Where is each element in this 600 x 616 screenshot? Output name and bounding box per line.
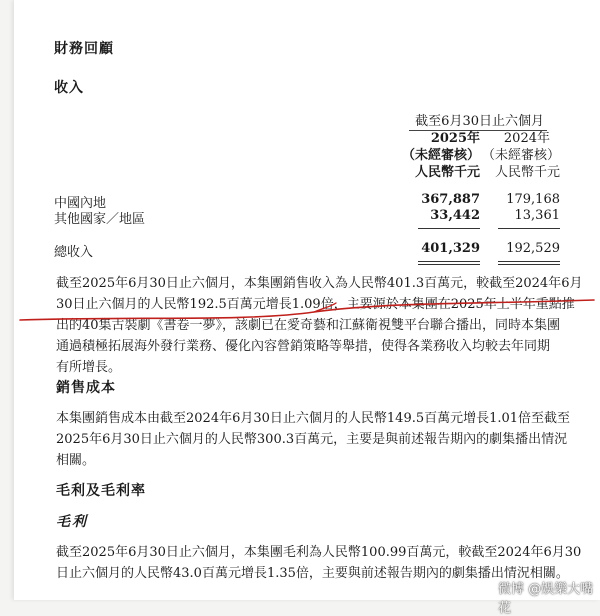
paragraph-line: 相關。: [56, 453, 96, 468]
revenue-heading: 收入: [54, 80, 84, 96]
col-2025-unit: 人民幣千元: [414, 165, 480, 180]
section-title: 財務回顧: [54, 41, 114, 57]
row-label-total: 總收入: [54, 245, 94, 260]
col-2024-unit: 人民幣千元: [494, 165, 560, 180]
paragraph-line: 2025年6月30日止六個月的人民幣300.3百萬元，主要是與前述報告期內的劇集播出情況: [56, 432, 568, 447]
red-underline-annotation: [14, 0, 600, 600]
col-2024-audit: （未經審核）: [481, 148, 560, 163]
gross-profit-subheading: 毛利: [56, 514, 88, 530]
paragraph-line: 截至2025年6月30日止六個月，本集團毛利為人民幣100.99百萬元，較截至2024年6月30: [56, 545, 582, 560]
col-2025-audit: （未經審核）: [401, 148, 480, 163]
row-other-2024: 13,361: [514, 208, 560, 223]
total-2024: 192,529: [506, 241, 560, 256]
cost-of-sales-paragraph: [56, 408, 571, 471]
paragraph-line: 通過積極拓展海外發行業務、優化內容營銷策略等舉措，使得各業務收入均較去年同期: [56, 339, 551, 354]
paragraph-line: 日止六個月的人民幣43.0百萬元增長1.35倍，主要與前述報告期內的劇集播出情況相關。: [56, 566, 569, 581]
weibo-watermark: 微博 @娛樂大嘴花: [498, 582, 594, 616]
paragraph-line: 本集團銷售成本由截至2024年6月30日止六個月的人民幣149.5百萬元增長1.01倍至截至: [56, 411, 571, 426]
paragraph-line: 出的40集古裝劇《書卷一夢》，該劇已在愛奇藝和江蘇衛視雙平台聯合播出，同時本集團: [56, 318, 561, 333]
row-other-2025: 33,442: [430, 208, 480, 223]
row-label-other-regions: 其他國家／地區: [54, 212, 146, 227]
annotation-stroke: [20, 300, 594, 320]
row-label-mainland: 中國內地: [54, 196, 107, 211]
total-2025: 401,329: [421, 241, 480, 256]
gross-profit-paragraph: [56, 542, 582, 584]
row-mainland-2025: 367,887: [421, 192, 480, 207]
col-2024-year: 2024年: [503, 131, 550, 146]
paragraph-line: 30日止六個月的人民幣192.5百萬元增長1.09倍，主要源於本集團在2025年上半年重點推: [56, 297, 575, 312]
cost-of-sales-heading: 銷售成本: [56, 380, 116, 396]
paragraph-line: 有所增長。: [56, 360, 122, 375]
period-header: 截至6月30日止六個月: [415, 114, 544, 129]
row-mainland-2024: 179,168: [506, 192, 560, 207]
document-page: [14, 0, 600, 616]
gross-profit-heading: 毛利及毛利率: [56, 483, 146, 499]
paragraph-line: 截至2025年6月30日止六個月，本集團銷售收入為人民幣401.3百萬元，較截至2024年6月: [56, 276, 583, 291]
col-2025-year: 2025年: [430, 131, 480, 146]
